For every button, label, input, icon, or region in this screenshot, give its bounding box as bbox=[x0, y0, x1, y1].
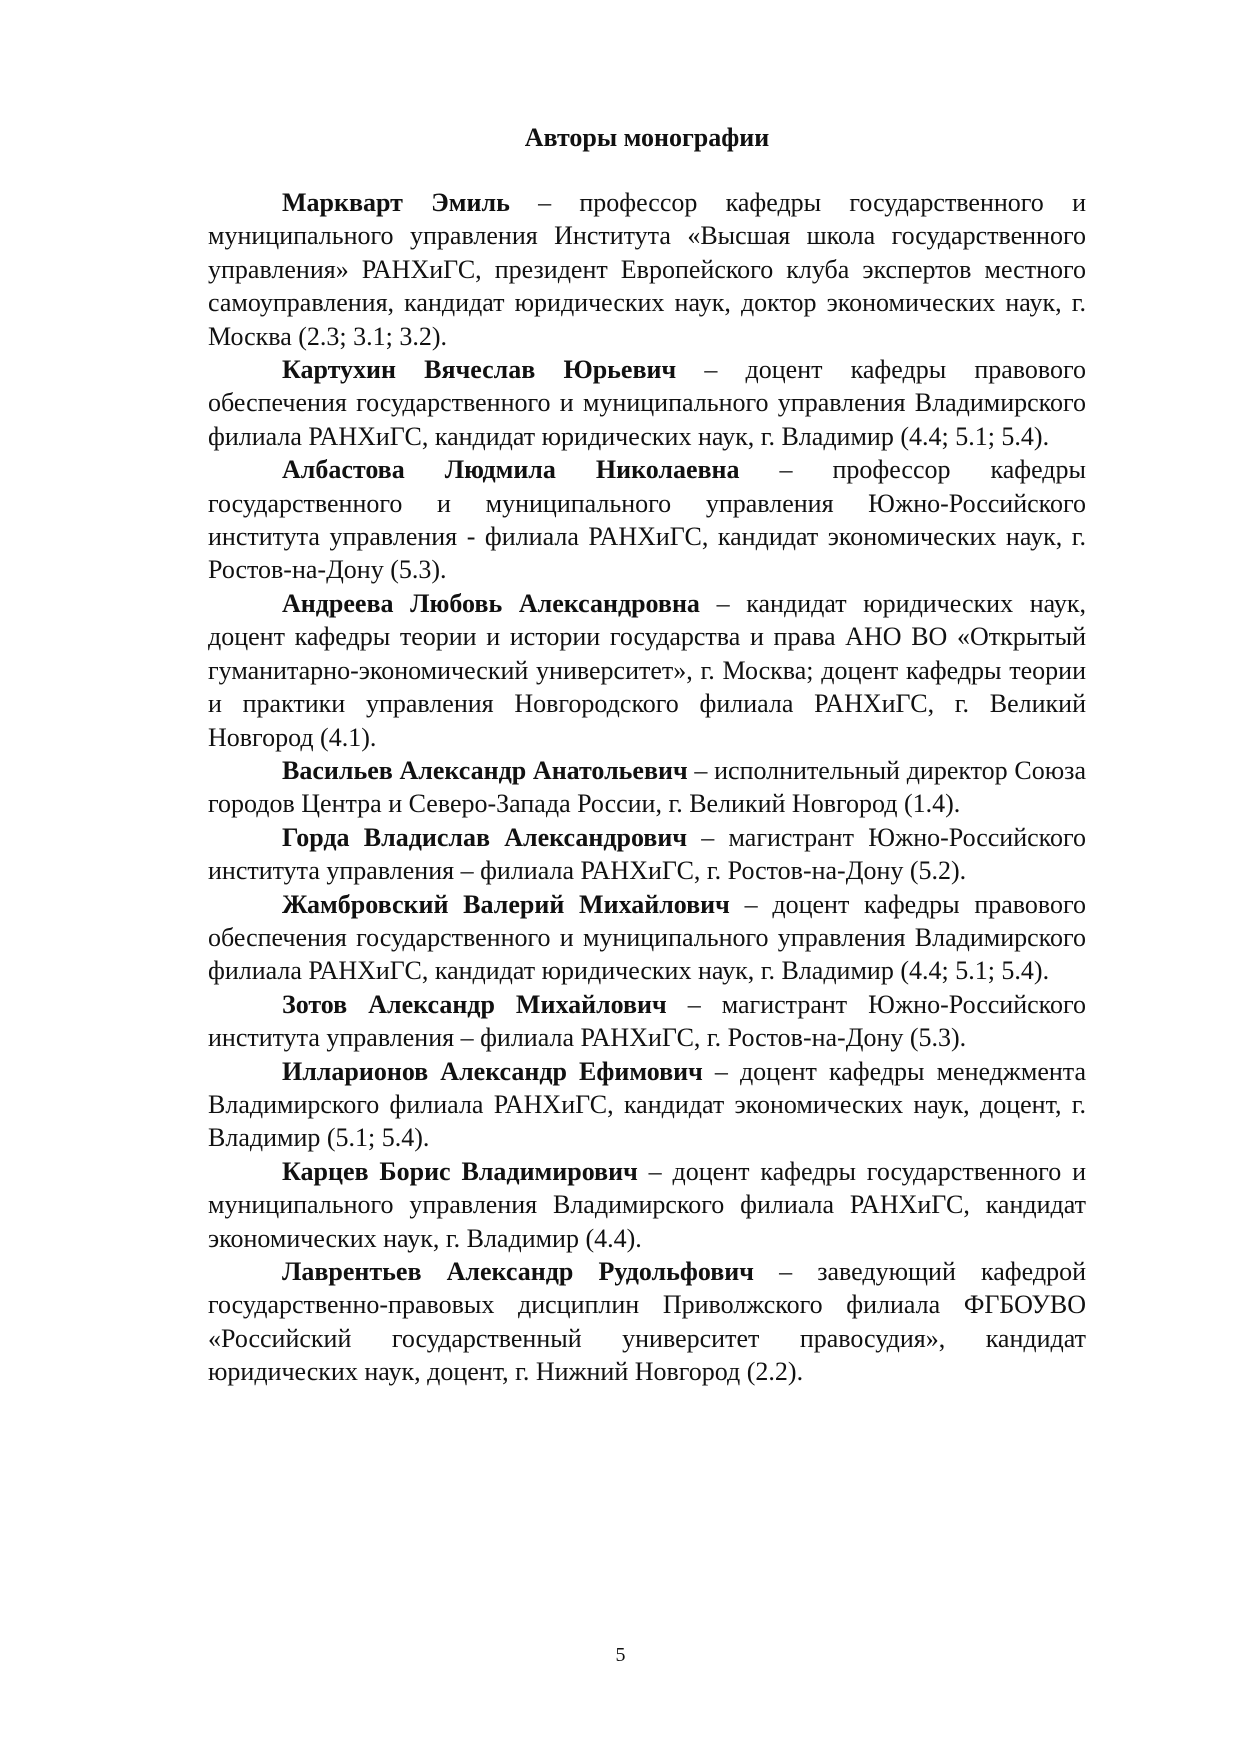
author-description: – доцент кафедры правового обеспечения государственного и муниципального управления Владимирского филиала РАНХиГС, кандидат юридических наук, г. Владимир (4.4; 5.1; 5.4). bbox=[208, 355, 1086, 451]
author-name: Карцев Борис Владимирович bbox=[282, 1156, 638, 1186]
author-name: Картухин Вячеслав Юрьевич bbox=[282, 355, 677, 385]
author-entry-andreeva bbox=[208, 587, 1086, 754]
author-entry-zotov bbox=[208, 988, 1086, 1055]
author-entry-gorda bbox=[208, 821, 1086, 888]
author-entry-lavrentiev bbox=[208, 1255, 1086, 1389]
author-description: – кандидат юридических наук, доцент кафедры теории и истории государства и права АНО ВО «Открытый гуманитарно-экономический университет», г. Москва; доцент кафедры теории и практики управления Новгородского филиала РАНХиГС, г. Великий Новгород (4.1). bbox=[208, 588, 1087, 752]
document-page bbox=[208, 118, 1086, 1389]
author-entry-zhambrovsky bbox=[208, 888, 1086, 988]
author-description: – профессор кафедры государственного и муниципального управления Института «Высшая школа государственного управления» РАНХиГС, президент Европейского клуба экспертов местного самоуправления, кандидат юридических наук, доктор экономических наук, г. Москва (2.3; 3.1; 3.2). bbox=[208, 188, 1086, 351]
author-name: Албастова Людмила Николаевна bbox=[282, 455, 740, 485]
author-entry-albastova bbox=[208, 453, 1086, 587]
author-name: Лаврентьев Александр Рудольфович bbox=[282, 1257, 754, 1286]
author-description: – магистрант Южно-Российского института управления – филиала РАНХиГС, г. Ростов-на-Дону (5.3). bbox=[208, 989, 1086, 1053]
author-name: Горда Владислав Александрович bbox=[282, 822, 687, 852]
author-name: Илларионов Александр Ефимович bbox=[282, 1056, 703, 1086]
author-name: Жамбровский Валерий Михайлович bbox=[282, 889, 730, 919]
author-entry-markvart bbox=[208, 186, 1086, 353]
author-name: Зотов Александр Михайлович bbox=[282, 989, 667, 1019]
page-number: 5 bbox=[615, 1644, 626, 1666]
author-entry-kartsev bbox=[208, 1155, 1086, 1255]
author-description: – доцент кафедры менеджмента Владимирского филиала РАНХиГС, кандидат экономических наук, доцент, г. Владимир (5.1; 5.4). bbox=[208, 1056, 1086, 1153]
author-entry-kartukhin bbox=[208, 353, 1086, 453]
page-title: Авторы монографии bbox=[524, 123, 770, 152]
author-entry-vasiliev bbox=[208, 754, 1086, 821]
author-name: Маркварт Эмиль bbox=[282, 188, 510, 217]
author-description: – доцент кафедры государственного и муниципального управления Владимирского филиала РАНХиГС, кандидат экономических наук, г. Владимир (4.4). bbox=[208, 1156, 1087, 1253]
author-description: – магистрант Южно-Российского института управления – филиала РАНХиГС, г. Ростов-на-Дону (5.2). bbox=[208, 822, 1087, 886]
author-name: Васильев Александр Анатольевич bbox=[282, 755, 688, 785]
author-description: – заведующий кафедрой государственно-правовых дисциплин Приволжского филиала ФГБОУВО «Российский государственный университет правосудия», кандидат юридических наук, доцент, г. Нижний Новгород (2.2). bbox=[208, 1257, 1086, 1387]
author-name: Андреева Любовь Александровна bbox=[282, 588, 700, 618]
author-entry-illarionov bbox=[208, 1055, 1086, 1155]
author-description: – исполнительный директор Союза городов Центра и Северо-Запада России, г. Великий Новгород (1.4). bbox=[208, 755, 1086, 819]
author-description: – доцент кафедры правового обеспечения государственного и муниципального управления Владимирского филиала РАНХиГС, кандидат юридических наук, г. Владимир (4.4; 5.1; 5.4). bbox=[208, 889, 1087, 986]
author-description: – профессор кафедры государственного и муниципального управления Южно-Российского института управления - филиала РАНХиГС, кандидат экономических наук, г. Ростов-на-Дону (5.3). bbox=[208, 455, 1086, 585]
